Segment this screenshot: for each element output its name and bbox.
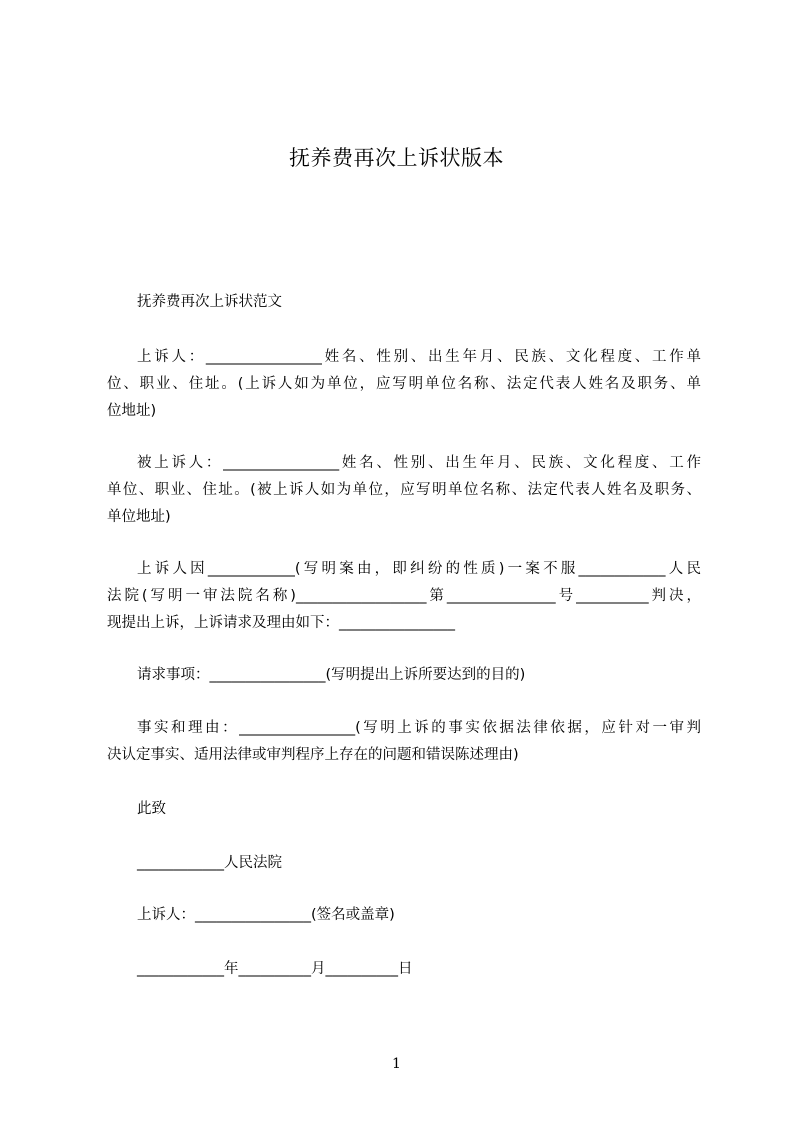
date-line: ____________年__________月__________日 [137,961,413,977]
request-line: 请求事项：________________(写明提出上诉所要达到的目的) [137,667,526,683]
cause-line-3: 现提出上诉，上诉请求及理由如下：________________ [107,615,455,631]
appellee-line-1: 被上诉人：________________姓名、性别、出生年月、民族、文化程度、工作 [137,455,701,471]
page-number: 1 [392,1056,401,1072]
document-subtitle: 抚养费再次上诉状范文 [137,294,282,310]
appellant-line-2: 位、职业、住址。(上诉人如为单位，应写明单位名称、法定代表人姓名及职务、单 [107,376,701,392]
court-line: ____________人民法院 [137,855,282,871]
document-title: 抚养费再次上诉状版本 [289,146,504,170]
cause-line-1: 上诉人因____________(写明案由，即纠纷的性质)一案不服____________人民 [137,561,701,577]
facts-line-1: 事实和理由：________________(写明上诉的事实依据法律依据，应针对一审判 [137,720,701,736]
facts-line-2: 决认定事实、适用法律或审判程序上存在的问题和错误陈述理由) [107,747,519,763]
salute-line: 此致 [137,801,166,817]
signature-line: 上诉人：________________(签名或盖章) [137,907,395,923]
appellee-line-3: 单位地址) [107,509,171,525]
appellant-line-1: 上诉人：________________姓名、性别、出生年月、民族、文化程度、工作单 [137,349,701,365]
cause-line-2: 法院(写明一审法院名称)__________________第_______________号__________判决， [107,588,701,604]
appellee-line-2: 单位、职业、住址。(被上诉人如为单位，应写明单位名称、法定代表人姓名及职务、 [107,482,701,498]
appellant-line-3: 位地址) [107,403,157,419]
